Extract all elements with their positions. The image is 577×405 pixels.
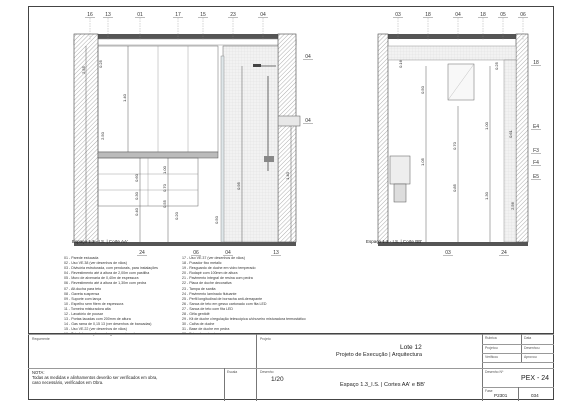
callout-tag: 18 [480, 12, 486, 18]
tiled-wall-aa [223, 46, 278, 242]
dimension-value: 2.56 [510, 202, 515, 210]
legend-item: 20 - Rodapé com 100mm de altura [182, 271, 238, 276]
dimension-value: 0.60 [134, 174, 139, 182]
legend-item: 12 - Lavatório de pousar [64, 312, 103, 317]
legend-item: 15 - Uso VE.22 (ver desenhos de vãos) [64, 327, 127, 332]
legend-item: 03 - Divisória estruturada, com pendurais, para instalações [64, 266, 158, 271]
label-drawing: Desenho [260, 370, 274, 374]
dimension-value: 1.30 [484, 192, 489, 200]
toilet-bb [390, 156, 410, 184]
callout-tag: 03 [395, 12, 401, 18]
label-client: Requerente [32, 337, 50, 341]
dimension-value: 0.40 [134, 208, 139, 216]
legend-item: 32 - Faixa de arrimatar [182, 332, 219, 337]
legend-item: 24 - Pavimento laminado flutuante [182, 291, 237, 296]
callout-tag: 04 [305, 54, 311, 60]
legend-item: 14 - Gas rama de 0,15 13 (ver desenhos de bancadas) [64, 322, 152, 327]
scale-value: 1/20 [271, 376, 284, 383]
signature-field-label: Projetou [485, 346, 498, 350]
legend-item: 05 - Muro de alvenaria de 0,40m de espessura [64, 276, 139, 281]
callout-tag: 24 [501, 250, 507, 256]
sheet-side-margin [566, 30, 574, 370]
legend-list-left [64, 256, 158, 338]
note-title: NOTA: [32, 370, 45, 375]
callout-tag: 05 [500, 12, 506, 18]
legend-item: 31 - Base de duche em pedra [182, 327, 230, 332]
legend-item: 08 - Gaveta suspensa [64, 291, 100, 296]
dimension-value: 0.25 [98, 60, 103, 68]
dimension-value: 0.55 [162, 200, 167, 208]
legend-item: 13 - Portas lacadas com 200mm de altura [64, 317, 131, 322]
legend-item: 30 - Calha de duche [182, 322, 215, 327]
signature-field-label: Rubrica [485, 336, 497, 340]
section-drawings [28, 6, 554, 266]
callout-tag: 18 [425, 12, 431, 18]
callout-tag: 18 [533, 60, 539, 66]
callout-tag: 17 [175, 12, 181, 18]
legend-item: 07 - Alt.ducha para teto [64, 286, 102, 291]
callout-tag: 04 [455, 12, 461, 18]
caption-section-bb: Espaço 1.3 - I.S. | Corte BB' [366, 239, 423, 244]
label-sheet: Desenho Nº [485, 370, 504, 374]
dimension-value: 0.50 [214, 216, 219, 224]
left-wall-bb [378, 34, 388, 242]
callout-tag: 16 [87, 12, 93, 18]
legend-item: 27 - Sanca de teto com fita LED [182, 306, 233, 311]
callout-tag: 04 [305, 118, 311, 124]
callout-tag: 15 [200, 12, 206, 18]
label-phase: Fase [485, 389, 493, 393]
dimension-value: 1.05 [420, 158, 425, 166]
legend-item: 17 - Uso VE.37 (ver desenhos de vãos) [182, 256, 245, 260]
dimension-value: 1.00 [484, 122, 489, 130]
callout-tag: 03 [445, 250, 451, 256]
legend-item: 22 - Placa de duche decorativa [182, 281, 232, 286]
dimension-value: 0.30 [134, 192, 139, 200]
project-name: Lote 12 [400, 344, 422, 351]
dimension-value: 0.85 [452, 184, 457, 192]
callout-tag: 13 [273, 250, 279, 256]
legend-item: 06 - Revestimento até à altura de 1,30m com pedra [64, 281, 147, 286]
dimension-value: 2.50 [100, 132, 105, 140]
label-scale: Escala [227, 370, 238, 374]
note-text: Todas as medidas e alinhamentos deverão ser verificados em obra, caso necessário, verificados em Obra. [32, 375, 158, 385]
legend-item: 26 - Sanca de teto em gesso cartonado com fita LED [182, 301, 267, 306]
title-block [28, 333, 554, 400]
dimension-value: 0.20 [174, 212, 179, 220]
legend-item: 11 - Torneira misturadora alta [64, 306, 111, 311]
callout-tag: 04 [260, 12, 266, 18]
dimension-value: 1.00 [162, 166, 167, 174]
sheet-id: PEX - 24 [521, 375, 550, 382]
ceiling-slab-aa [74, 34, 296, 39]
legend-item: 18 - Puxador fixo metalic [182, 261, 222, 266]
legend-item: 01 - Parede estucada [64, 256, 99, 260]
legend-item: 16 - Teto falso em placas de gesso cartonado [64, 332, 137, 337]
right-wall-aa [278, 34, 296, 242]
dimension-value: 0.25 [494, 62, 499, 70]
callout-tag: F4 [533, 160, 539, 166]
section-aa [74, 18, 300, 246]
legend-list-right [182, 256, 306, 338]
signature-field-label: Verificou [485, 355, 499, 359]
legend-item: 23 - Tampa de sanita [182, 286, 216, 291]
signature-field-label: Desenhou [524, 346, 540, 350]
callout-tag: 23 [230, 12, 236, 18]
legend-item: 04 - Revestimento até à altura de 2,00m com pastilha [64, 271, 150, 276]
date-code: P2301 [494, 393, 508, 398]
callout-tag: 13 [105, 12, 111, 18]
legend-item: 02 - Uso VE.38 (ver desenhos de vãos) [64, 261, 127, 266]
dimension-value: 1.40 [285, 172, 290, 180]
callout-tag: 06 [520, 12, 526, 18]
dimension-value: 1.40 [122, 94, 127, 102]
callout-tag: E5 [532, 174, 540, 180]
caption-section-aa: Espaço 1.3 - I.S. | Corte AA' [72, 239, 128, 244]
dimension-value: 0.70 [162, 184, 167, 192]
callout-tag: 24 [139, 250, 145, 256]
legend-item: 21 - Pavimento integral de resina com pedra [182, 276, 253, 281]
callout-tag: 04 [225, 250, 231, 256]
legend-item: 09 - Suporte com lança [64, 296, 102, 301]
drawing-title: Espaço 1.3_I.S. | Cortes AA' e BB' [340, 382, 426, 388]
legend-item: 10 - Espelho sem fitem de espessura [64, 301, 124, 306]
callout-tag: E4 [532, 124, 540, 130]
dimension-value: 0.95 [236, 182, 241, 190]
signature-field-label: Data [524, 336, 532, 340]
legend-item: 28 - Gêla gentidê [182, 312, 210, 317]
callout-tag: 01 [137, 12, 143, 18]
vanity-counter-aa [98, 152, 218, 158]
dimension-value: 0.70 [452, 142, 457, 150]
revision-code: 034 [531, 393, 539, 398]
right-wall-bb [516, 34, 528, 242]
legend-item: 19 - Resguardo de duche em vidro temperado [182, 266, 256, 271]
signature-field-label: Aprovou [524, 355, 537, 359]
dimension-value: 2.55 [81, 66, 86, 74]
legend-item: 29 - Kit de duche c/regulação telescópica c/chuveiro misturadora termostático [182, 317, 306, 322]
project-phase: Projeto de Execução | Arquitectura [336, 352, 423, 358]
dimension-value: 0.16 [398, 60, 403, 68]
dimension-value: 0.50 [420, 86, 425, 94]
callout-tag: 06 [193, 250, 199, 256]
legend-item: 25 - Perfil longitudinal de borracha anti-derrapante [182, 296, 263, 301]
section-bb [378, 18, 528, 246]
dimension-value: 0.61 [508, 130, 513, 138]
label-project: Projeto [260, 337, 271, 341]
ceiling-slab-bb [378, 34, 528, 39]
callout-tag: F3 [533, 148, 539, 154]
